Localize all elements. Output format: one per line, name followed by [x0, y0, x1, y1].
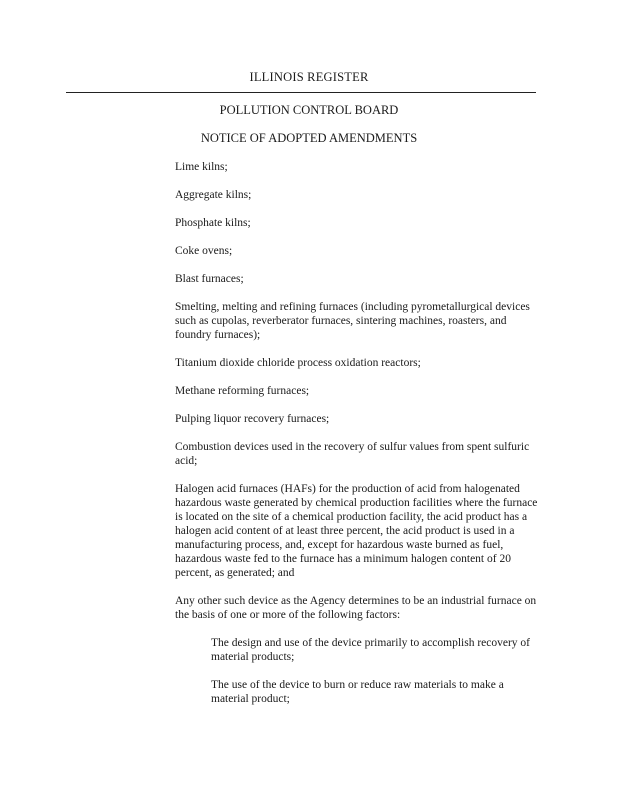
factor-item: The design and use of the device primarily to accomplish recovery of material products;: [211, 637, 531, 663]
list-item: Coke ovens;: [175, 245, 233, 257]
header-divider: [66, 92, 536, 93]
list-item: Any other such device as the Agency determines to be an industrial furnace on the basis of one or more of the following factors:: [175, 595, 537, 621]
list-item: Pulping liquor recovery furnaces;: [175, 413, 330, 425]
list-item: Aggregate kilns;: [175, 189, 252, 201]
register-title: ILLINOIS REGISTER: [249, 70, 369, 84]
list-item: Titanium dioxide chloride process oxidation reactors;: [175, 357, 421, 369]
furnace-list: [175, 160, 540, 720]
list-item: Lime kilns;: [175, 161, 228, 173]
board-title: POLLUTION CONTROL BOARD: [219, 103, 399, 117]
notice-title: NOTICE OF ADOPTED AMENDMENTS: [200, 131, 418, 145]
list-item: Halogen acid furnaces (HAFs) for the production of acid from halogenated hazardous waste generated by chemical production facilities where the furnace is located on the site of a chemical production facility, the acid product has a halogen acid content of at least three percent, the acid product is used in a manufacturing process, and, except for hazardous waste burned as fuel, hazardous waste fed to the furnace has a minimum halogen content of 20 percent, as generated; and: [175, 483, 538, 579]
factor-item: The use of the device to burn or reduce raw materials to make a material product;: [211, 679, 504, 705]
list-item: Phosphate kilns;: [175, 217, 251, 229]
list-item: Blast furnaces;: [175, 273, 244, 285]
list-item: Combustion devices used in the recovery of sulfur values from spent sulfuric acid;: [175, 441, 530, 467]
list-item: Smelting, melting and refining furnaces (including pyrometallurgical devices such as cupolas, reverberator furnaces, sintering machines, roasters, and foundry furnaces);: [175, 301, 530, 341]
list-item: Methane reforming furnaces;: [175, 385, 310, 397]
